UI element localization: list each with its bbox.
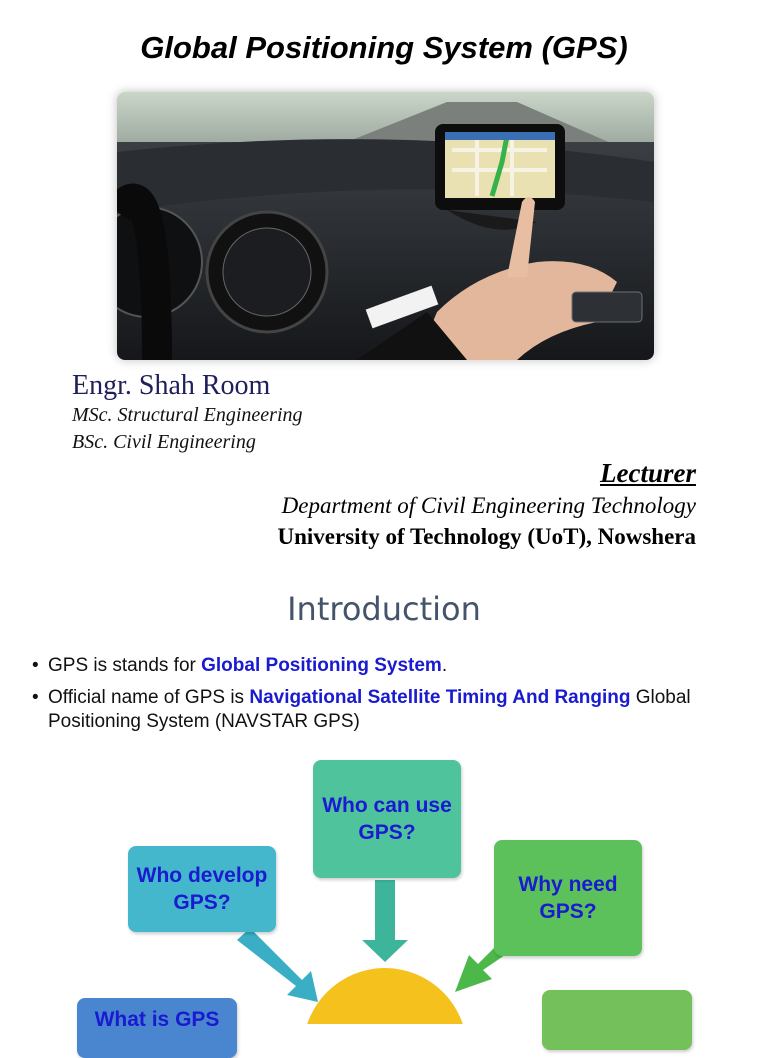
node-label: Who develop GPS? — [136, 864, 268, 914]
node-label: Why need GPS? — [518, 873, 618, 923]
node-partial-box — [542, 990, 692, 1050]
arrow-diagonal-left — [237, 928, 318, 1002]
bullet-text-end: . — [441, 655, 448, 676]
bullet-highlight: Navigational Satellite Timing And Ranging — [249, 687, 631, 708]
author-name: Engr. Shah Room — [72, 370, 271, 401]
degree-bsc: BSc. Civil Engineering — [72, 431, 256, 453]
bullet-item — [32, 686, 742, 734]
introduction-heading: Introduction — [287, 590, 481, 628]
arrow-down — [362, 880, 408, 962]
gps-car-photo — [117, 92, 654, 360]
university: University of Technology (UoT), Nowshera — [277, 524, 696, 549]
degree-msc: MSc. Structural Engineering — [72, 404, 303, 426]
node-who-can-use — [313, 760, 461, 878]
node-what-is — [77, 998, 237, 1058]
node-label: What is GPS — [94, 1008, 220, 1031]
bullet-text: GPS is stands for — [48, 655, 202, 676]
bullet-highlight: Global Positioning System — [201, 655, 442, 676]
car-dashboard-illustration — [117, 92, 654, 360]
center-sun — [303, 968, 467, 1024]
bullet-item — [32, 654, 742, 678]
node-who-develop — [128, 846, 276, 932]
bullet-text-end: Global Positioning System (NAVSTAR GPS) — [48, 687, 691, 732]
node-why-need — [494, 840, 642, 956]
role-title: Lecturer — [600, 458, 696, 488]
bullet-text: Official name of GPS is — [48, 687, 250, 708]
intro-bullet-list — [32, 654, 742, 742]
node-label: Who can use GPS? — [322, 794, 452, 844]
slide-title: Global Positioning System (GPS) — [140, 30, 628, 65]
department: Department of Civil Engineering Technology — [281, 493, 696, 518]
